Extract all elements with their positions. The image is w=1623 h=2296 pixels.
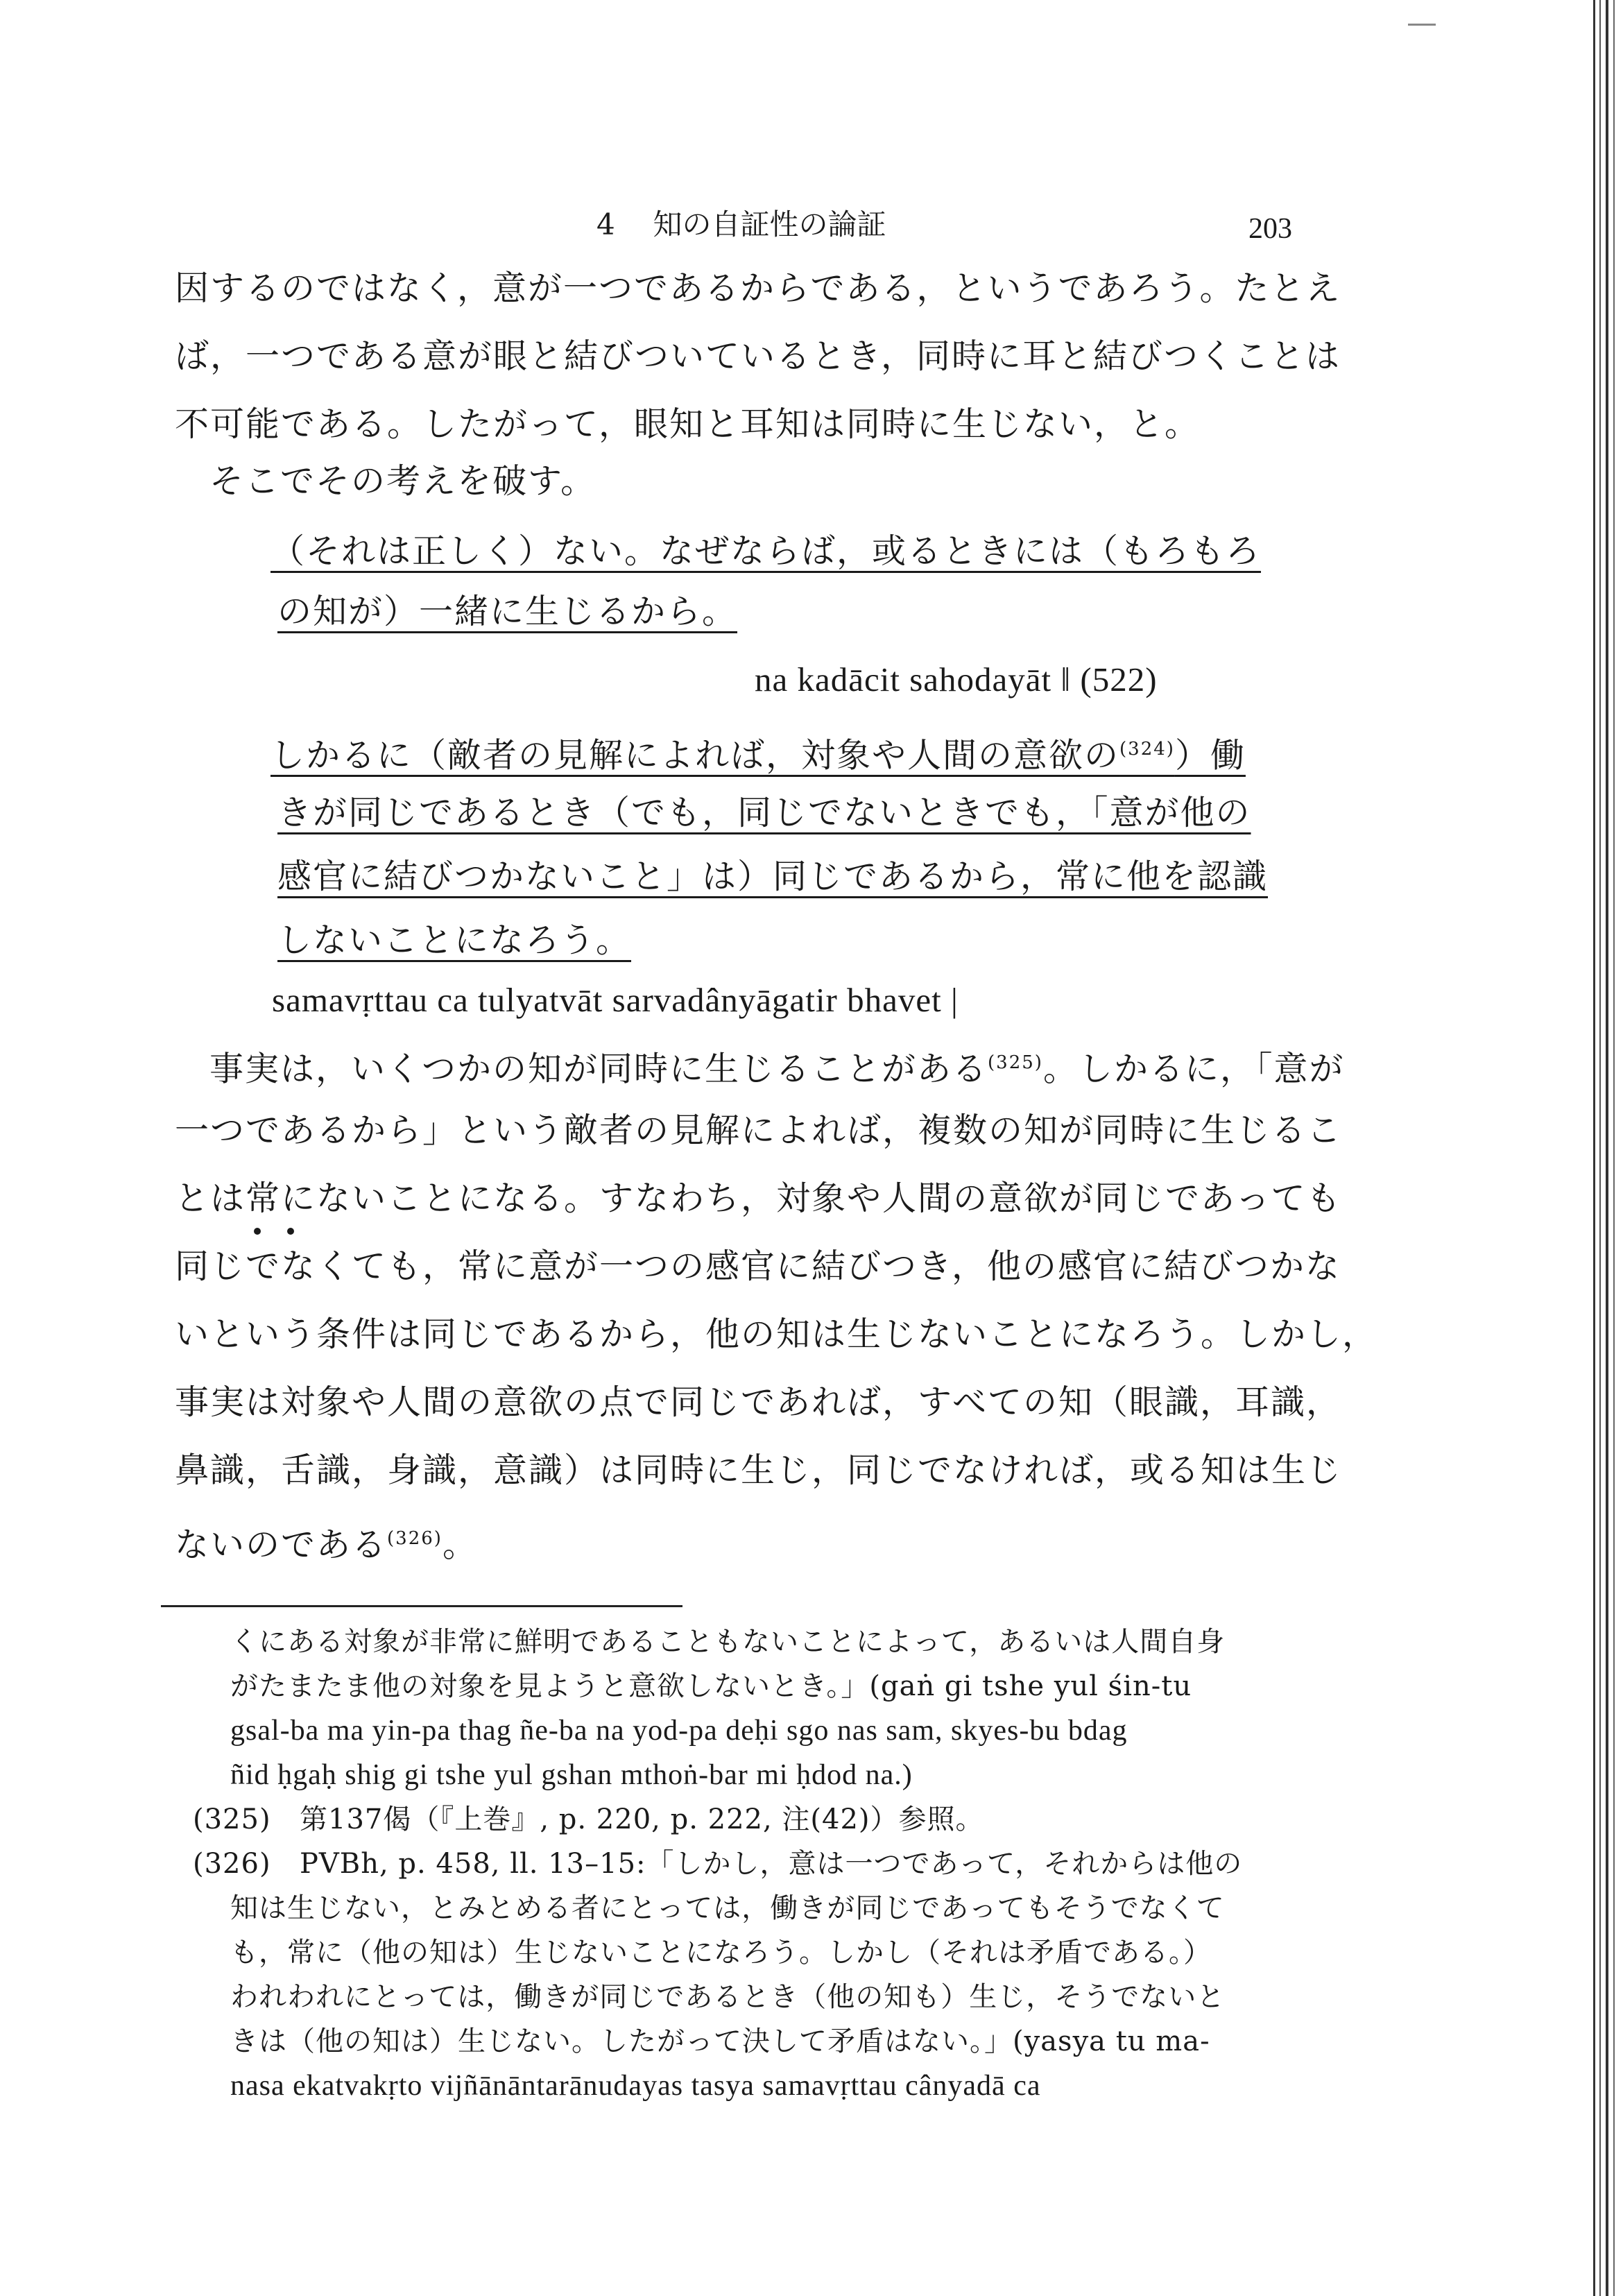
binding-shadow-line [1613, 0, 1615, 2296]
body-line: 事実は対象や人間の意欲の点で同じであれば，すべての知（眼識，耳識， [175, 1382, 1342, 1422]
footnote-number: (325) [193, 1804, 271, 1835]
footnote-line: 第137偈（『上巻』, p. 220, p. 222, 注(42)）参照。 [300, 1804, 984, 1835]
footnote-ref: (325) [988, 1052, 1043, 1073]
body-line: 因するのではなく，意が一つであるからである，というであろう。たとえ [175, 268, 1341, 308]
page-number: 203 [1248, 213, 1292, 245]
chapter-number: 4 [596, 207, 615, 241]
verse-line: （それは正しく）ない。なぜならば，或るときには（もろもろ [270, 531, 1262, 571]
emphasis-dot [287, 1228, 294, 1235]
body-text: 。しかるに，「意が [1042, 1049, 1345, 1089]
verse-text: しかるに（敵者の見解によれば，対象や人間の意欲の [270, 735, 1120, 776]
verse-line: しないことになろう。 [277, 920, 632, 960]
body-line [175, 1518, 478, 1566]
verse-text: ）働 [1174, 735, 1246, 776]
footnote-line: われわれにとっては，働きが同じであるとき（他の知も）生じ，そうでないと [230, 1981, 1226, 2013]
body-line: とは常にないことになる。すなわち，対象や人間の意欲が同じであっても [175, 1179, 1342, 1218]
footnote-line: nasa ekatvakṛto vijñānāntarānudayas tasya samavṛttau cânyadā ca [230, 2070, 1041, 2102]
footnote-line: も，常に（他の知は）生じないことになろう。しかし（それは矛盾である。） [230, 1937, 1212, 1969]
running-header [596, 205, 886, 244]
body-text: 。 [442, 1525, 478, 1565]
footnote-line: ñid ḥgaḥ shig gi tshe yul gshan mthoṅ-bar mi ḥdod na.) [230, 1759, 913, 1791]
body-line: 鼻識，舌識，身識，意識）は同時に生じ，同じでなければ，或る知は生じ [175, 1450, 1343, 1490]
footnote-separator [161, 1605, 682, 1607]
verse-line: の知が）一緒に生じるから。 [277, 592, 738, 631]
body-line: そこでその考えを破す。 [209, 461, 596, 501]
footnote-line: 知は生じない，とみとめる者にとっては，働きが同じであってもそうでなくて [230, 1892, 1225, 1924]
scan-mark [1408, 24, 1436, 26]
chapter-title: 知の自証性の論証 [653, 207, 886, 241]
binding-shadow-line [1606, 0, 1608, 2296]
footnote-line: くにある対象が非常に鮮明であることもないことによって，あるいは人間自身 [230, 1626, 1226, 1658]
body-text: ないのである [175, 1525, 388, 1565]
footnote-line: gsal-ba ma yin-pa thag ñe-ba na yod-pa deḥi sgo nas sam, skyes-bu bdag [230, 1715, 1128, 1747]
body-line: 一つであるから」という敵者の見解によれば，複数の知が同時に生じるこ [175, 1111, 1343, 1150]
footnote-line: PVBh, p. 458, ll. 13–15:「しかし，意は一つであって，それからは他の [300, 1848, 1243, 1880]
body-line: 同じでなくても，常に意が一つの感官に結びつき，他の感官に結びつかな [175, 1246, 1341, 1286]
body-line: ば，一つである意が眼と結びついているとき，同時に耳と結びつくことは [175, 336, 1341, 376]
binding-shadow-line [1593, 0, 1595, 2296]
footnote-ref: (324) [1119, 739, 1175, 760]
footnote-number: (326) [193, 1848, 271, 1880]
body-line [209, 1042, 1344, 1090]
body-line: 不可能である。したがって，眼知と耳知は同時に生じない，と。 [175, 404, 1201, 444]
footnote-line: きは（他の知は）生じない。したがって決して矛盾はない。」(yasya tu ma- [230, 2025, 1210, 2057]
footnote-line: がたまたま他の対象を見ようと意欲しないとき。」(gaṅ gi tshe yul śin-tu [230, 1670, 1192, 1702]
sanskrit-verse: na kadācit sahodayāt ‖ (522) [755, 660, 1158, 699]
sanskrit-verse: samavṛttau ca tulyatvāt sarvadânyāgatir bhavet | [272, 981, 959, 1019]
verse-line: きが同じであるとき（でも，同じでないときでも，「意が他の [277, 793, 1251, 832]
verse-line: 感官に結びつかないこと」は）同じであるから，常に他を認識 [277, 857, 1269, 896]
body-text: 事実は，いくつかの知が同時に生じることがある [209, 1049, 988, 1089]
footnote-ref: (326) [387, 1528, 443, 1549]
emphasis-dot [254, 1228, 261, 1235]
verse-line [270, 728, 1246, 776]
binding-shadow-line [1599, 0, 1601, 2296]
body-line: いという条件は同じであるから，他の知は生じないことになろう。しかし， [175, 1314, 1378, 1354]
